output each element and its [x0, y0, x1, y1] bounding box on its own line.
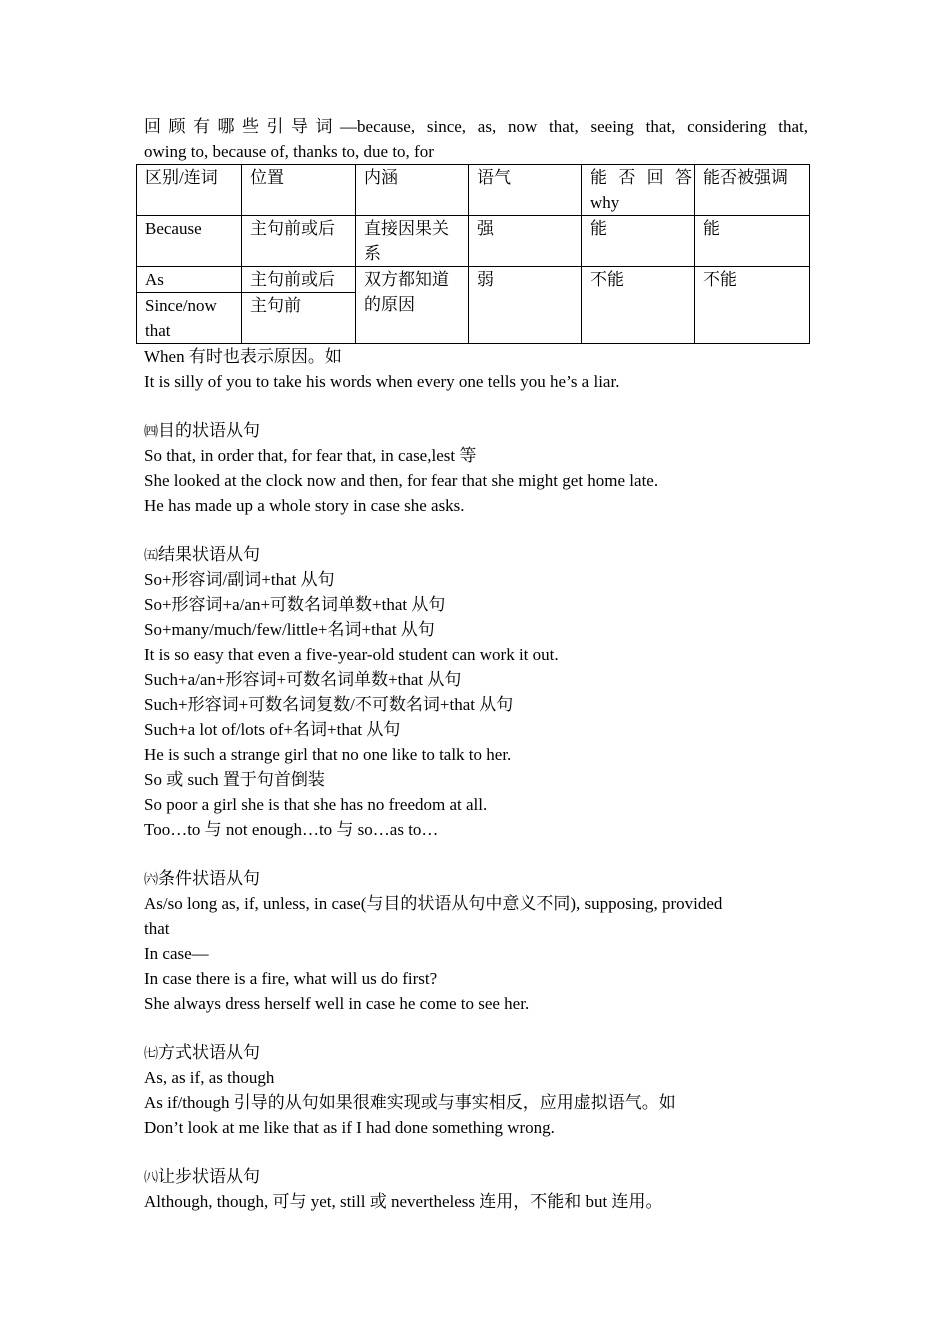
table-cell-conj [137, 293, 242, 344]
table-cell-tone: 强 [469, 216, 582, 267]
table-cell-position: 主句前或后 [242, 216, 356, 267]
text-line: So+形容词/副词+that 从句 [144, 570, 335, 589]
text-line: Although, though, 可与 yet, still 或 nevertheless 连用，不能和 but 连用。 [144, 1192, 663, 1211]
table-cell-can-emphasize: 不能 [695, 267, 810, 344]
table-header-cell: 能否被强调 [695, 165, 810, 216]
table-header-cell: 语气 [469, 165, 582, 216]
section-number: ㈧ [144, 1171, 158, 1186]
text-line: Such+a/an+形容词+可数名词单数+that 从句 [144, 670, 462, 689]
section-title: 目的状语从句 [158, 421, 260, 440]
text-line: So 或 such 置于句首倒装 [144, 770, 325, 789]
section-heading-purpose [144, 418, 808, 443]
text-line: As, as if, as though [144, 1068, 275, 1087]
paragraph-gap [144, 842, 808, 866]
table-cell-can-emphasize: 能 [695, 216, 810, 267]
text-line: In case there is a fire, what will us do first? [144, 969, 438, 988]
paragraph-gap [144, 394, 808, 418]
text-line: He has made up a whole story in case she asks. [144, 496, 465, 515]
table-header-cell: 位置 [242, 165, 356, 216]
text-line: She looked at the clock now and then, for fear that she might get home late. [144, 471, 659, 490]
text-line: Don’t look at me like that as if I had done something wrong. [144, 1118, 555, 1137]
table-header-cell: 区别/连词 [137, 165, 242, 216]
text-line: In case— [144, 944, 209, 963]
table-cell-position: 主句前 [242, 293, 356, 344]
conj-line-1: Since/now [145, 296, 217, 315]
table-cell-can-answer: 能 [582, 216, 695, 267]
table-cell-position: 主句前或后 [242, 267, 356, 293]
paragraph-gap [144, 1140, 808, 1164]
header-can-answer-line-1: 能 否 回 答 [590, 168, 692, 187]
section-number: ㈤ [144, 549, 158, 564]
table-cell-conj: Because [137, 216, 242, 267]
section-title: 条件状语从句 [158, 869, 260, 888]
header-can-answer-line-2: why [590, 193, 620, 212]
section-heading-condition [144, 866, 808, 891]
section-title: 结果状语从句 [158, 545, 260, 564]
conjunction-comparison-table [136, 164, 810, 344]
section-number: ㈥ [144, 873, 158, 888]
text-line: So poor a girl she is that she has no freedom at all. [144, 795, 488, 814]
table-cell-meaning [356, 267, 469, 344]
meaning-line-1: 双方都知道 [364, 270, 449, 289]
table-cell-meaning [356, 216, 469, 267]
section-heading-manner [144, 1040, 808, 1065]
text-line: He is such a strange girl that no one like to talk to her. [144, 745, 512, 764]
text-line: Such+形容词+可数名词复数/不可数名词+that 从句 [144, 695, 514, 714]
paragraph-gap [144, 1016, 808, 1040]
intro-line-2: owing to, because of, thanks to, due to, for [144, 142, 434, 161]
document-page [144, 114, 808, 1214]
table-header-row [137, 165, 810, 216]
table-header-cell: 内涵 [356, 165, 469, 216]
text-line: So+many/much/few/little+名词+that 从句 [144, 620, 435, 639]
text-line: Such+a lot of/lots of+名词+that 从句 [144, 720, 401, 739]
section-title: 让步状语从句 [158, 1167, 260, 1186]
paragraph-gap [144, 518, 808, 542]
conj-line-2: that [145, 321, 171, 340]
section-heading-result [144, 542, 808, 567]
text-line: As/so long as, if, unless, in case(与目的状语从句中意义不同), supposing, provided [144, 894, 723, 913]
table-cell-can-answer: 不能 [582, 267, 695, 344]
text-line: It is so easy that even a five-year-old student can work it out. [144, 645, 559, 664]
meaning-line-1: 直接因果关 [364, 219, 449, 238]
text-line: that [144, 919, 170, 938]
text-line: It is silly of you to take his words when every one tells you he’s a liar. [144, 372, 620, 391]
intro-line-1: 回顾有哪些引导词—because, since, as, now that, seeing that, considering that, [144, 117, 808, 136]
section-heading-concession [144, 1164, 808, 1189]
section-title: 方式状语从句 [158, 1043, 260, 1062]
text-line: She always dress herself well in case he come to see her. [144, 994, 530, 1013]
meaning-line-2: 系 [364, 244, 381, 263]
text-line: Too…to 与 not enough…to 与 so…as to… [144, 820, 439, 839]
table-row-because [137, 216, 810, 267]
table-cell-tone: 弱 [469, 267, 582, 344]
section-number: ㈦ [144, 1047, 158, 1062]
table-row-as [137, 267, 810, 293]
text-line: So that, in order that, for fear that, in case,lest 等 [144, 446, 477, 465]
table-header-cell-can-answer-why [582, 165, 695, 216]
section-number: ㈣ [144, 425, 158, 440]
table-cell-conj: As [137, 267, 242, 293]
text-line: When 有时也表示原因。如 [144, 347, 342, 366]
meaning-line-2: 的原因 [364, 295, 415, 314]
text-line: So+形容词+a/an+可数名词单数+that 从句 [144, 595, 446, 614]
text-line: As if/though 引导的从句如果很难实现或与事实相反，应用虚拟语气。如 [144, 1093, 676, 1112]
